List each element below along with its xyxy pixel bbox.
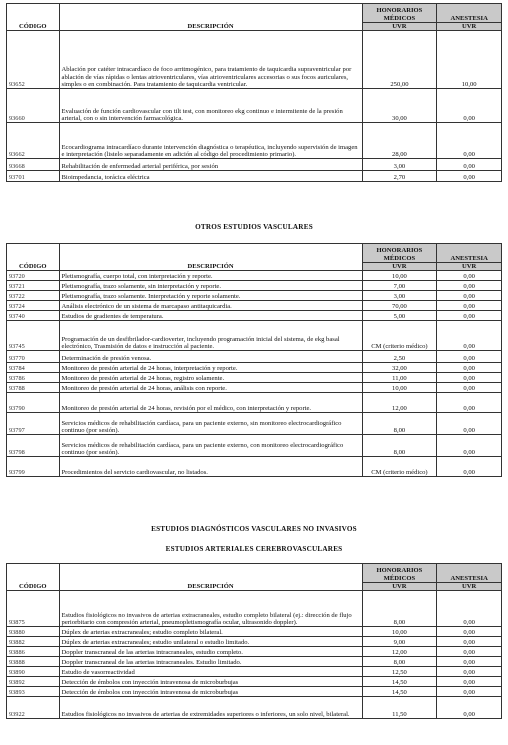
row-anestesia: 0,00 bbox=[437, 89, 502, 123]
table-row bbox=[7, 271, 502, 281]
section-title: OTROS ESTUDIOS VASCULARES bbox=[195, 223, 313, 231]
row-code: 93652 bbox=[7, 31, 60, 89]
row-honorarios: 12,50 bbox=[362, 667, 437, 677]
header-uvr: UVR bbox=[437, 263, 502, 271]
row-anestesia: 0,00 bbox=[437, 647, 502, 657]
row-code: 93893 bbox=[7, 687, 60, 697]
row-anestesia: 0,00 bbox=[437, 677, 502, 687]
row-description: Pletismografía, trazo solamente, sin interpretación y reporte. bbox=[59, 281, 362, 291]
row-code: 93892 bbox=[7, 677, 60, 687]
row-honorarios: 2,70 bbox=[362, 171, 437, 182]
row-honorarios: 3,00 bbox=[362, 159, 437, 171]
header-anestesia: ANESTESIA bbox=[437, 244, 502, 263]
row-honorarios: 14,50 bbox=[362, 687, 437, 697]
row-code: 93722 bbox=[7, 291, 60, 301]
table-row bbox=[7, 647, 502, 657]
row-description: Monitoreo de presión arterial de 24 horas, revisión por el médico, con interpretación y reporte. bbox=[59, 393, 362, 413]
row-anestesia: 0,00 bbox=[437, 123, 502, 159]
row-honorarios: 3,00 bbox=[362, 291, 437, 301]
header-uvr: UVR bbox=[362, 263, 437, 271]
table-row bbox=[7, 697, 502, 719]
row-honorarios: 7,00 bbox=[362, 281, 437, 291]
row-code: 93786 bbox=[7, 373, 60, 383]
row-anestesia: 10,00 bbox=[437, 31, 502, 89]
row-code: 93880 bbox=[7, 627, 60, 637]
row-anestesia: 0,00 bbox=[437, 435, 502, 457]
row-code: 93662 bbox=[7, 123, 60, 159]
row-description: Bioimpedancia, torácica eléctrica bbox=[59, 171, 362, 182]
table-row bbox=[7, 591, 502, 627]
row-description: Monitoreo de presión arterial de 24 horas, interpretación y reporte. bbox=[59, 363, 362, 373]
row-code: 93784 bbox=[7, 363, 60, 373]
row-honorarios: CM (criterio médico) bbox=[362, 321, 437, 351]
table-row bbox=[7, 677, 502, 687]
row-code: 93721 bbox=[7, 281, 60, 291]
header-honorarios: HONORARIOS MÉDICOS bbox=[362, 244, 437, 263]
row-description: Ablación por catéter intracardíaco de foco arritmogénico, para tratamiento de taquicardia supraventricular por ablación de vías rápidas o lentas atrioventriculares, vías atrioventriculares accesorias o sus focos auriculares, simples o en combinación. Para tratamiento de taquicardia ventricular. bbox=[59, 31, 362, 89]
header-description: DESCRIPCIÓN bbox=[59, 564, 362, 591]
row-honorarios: 8,00 bbox=[362, 413, 437, 435]
row-description: Monitoreo de presión arterial de 24 horas, registro solamente. bbox=[59, 373, 362, 383]
table-row bbox=[7, 31, 502, 89]
row-code: 93720 bbox=[7, 271, 60, 281]
header-honorarios: HONORARIOS MÉDICOS bbox=[362, 564, 437, 583]
fee-table-1 bbox=[6, 3, 502, 182]
row-code: 93788 bbox=[7, 383, 60, 393]
row-description: Rehabilitación de enfermedad arterial periférica, por sesión bbox=[59, 159, 362, 171]
row-honorarios: 5,00 bbox=[362, 311, 437, 321]
row-honorarios: 250,00 bbox=[362, 31, 437, 89]
row-code: 93724 bbox=[7, 301, 60, 311]
row-description: Doppler transcraneal de las arterias intracraneales, estudio completo. bbox=[59, 647, 362, 657]
table-row bbox=[7, 373, 502, 383]
row-honorarios: 10,00 bbox=[362, 383, 437, 393]
row-description: Detección de émbolos con inyección intravenosa de microburbujas bbox=[59, 687, 362, 697]
table-row bbox=[7, 291, 502, 301]
table-row bbox=[7, 351, 502, 363]
row-description: Estudios de gradientes de temperatura. bbox=[59, 311, 362, 321]
row-honorarios: 8,00 bbox=[362, 435, 437, 457]
row-anestesia: 0,00 bbox=[437, 171, 502, 182]
table-row bbox=[7, 383, 502, 393]
row-code: 93660 bbox=[7, 89, 60, 123]
header-code: CÓDIGO bbox=[7, 564, 60, 591]
row-anestesia: 0,00 bbox=[437, 687, 502, 697]
row-anestesia: 0,00 bbox=[437, 591, 502, 627]
table-row bbox=[7, 311, 502, 321]
row-description: Doppler transcraneal de las arterias intracraneales. Estudio limitado. bbox=[59, 657, 362, 667]
row-code: 93875 bbox=[7, 591, 60, 627]
row-honorarios: 32,00 bbox=[362, 363, 437, 373]
table-row bbox=[7, 281, 502, 291]
row-code: 93922 bbox=[7, 697, 60, 719]
row-description: Estudios fisiológicos no invasivos de arterias de extremidades superiores o inferiores, un solo nivel, bilateral. bbox=[59, 697, 362, 719]
row-code: 93668 bbox=[7, 159, 60, 171]
row-code: 93890 bbox=[7, 667, 60, 677]
row-anestesia: 0,00 bbox=[437, 667, 502, 677]
header-code: CÓDIGO bbox=[7, 244, 60, 271]
row-code: 93701 bbox=[7, 171, 60, 182]
row-anestesia: 0,00 bbox=[437, 627, 502, 637]
table-row bbox=[7, 637, 502, 647]
row-description: Pletismografía, cuerpo total, con interpretación y reporte. bbox=[59, 271, 362, 281]
row-anestesia: 0,00 bbox=[437, 301, 502, 311]
section-title: ESTUDIOS DIAGNÓSTICOS VASCULARES NO INVASIVOS bbox=[151, 525, 357, 533]
row-honorarios: 10,00 bbox=[362, 627, 437, 637]
table-row bbox=[7, 435, 502, 457]
fee-table-2 bbox=[6, 243, 502, 477]
row-anestesia: 0,00 bbox=[437, 291, 502, 301]
header-description: DESCRIPCIÓN bbox=[59, 4, 362, 31]
row-description: Estudio de vasorreactividad bbox=[59, 667, 362, 677]
row-anestesia: 0,00 bbox=[437, 413, 502, 435]
table-row bbox=[7, 413, 502, 435]
row-anestesia: 0,00 bbox=[437, 271, 502, 281]
header-uvr: UVR bbox=[437, 23, 502, 31]
row-honorarios: 2,50 bbox=[362, 351, 437, 363]
table-row bbox=[7, 627, 502, 637]
row-honorarios: 70,00 bbox=[362, 301, 437, 311]
row-code: 93790 bbox=[7, 393, 60, 413]
row-description: Dúplex de arterias extracraneales; estudio unilateral o estudio limitado. bbox=[59, 637, 362, 647]
row-description: Servicios médicos de rehabilitación cardíaca, para un paciente externo, sin monitoreo electrocardiográfico continuo (por sesión). bbox=[59, 413, 362, 435]
table-row bbox=[7, 321, 502, 351]
table-row bbox=[7, 657, 502, 667]
table-row bbox=[7, 363, 502, 373]
table-row bbox=[7, 159, 502, 171]
header-uvr: UVR bbox=[437, 583, 502, 591]
row-description: Pletismografía, trazo solamente. Interpretación y reporte solamente. bbox=[59, 291, 362, 301]
row-honorarios: CM (criterio médico) bbox=[362, 457, 437, 477]
row-honorarios: 14,50 bbox=[362, 677, 437, 687]
table-row bbox=[7, 457, 502, 477]
row-description: Programación de un desfibrilador-cardioverter, incluyendo programación inicial del sistema, de ekg basal electrónico, Trasmisión de datos e instrucción al paciente. bbox=[59, 321, 362, 351]
row-anestesia: 0,00 bbox=[437, 363, 502, 373]
row-description: Determinación de presión venosa. bbox=[59, 351, 362, 363]
row-description: Análisis electrónico de un sistema de marcapaso antitaquicardia. bbox=[59, 301, 362, 311]
row-anestesia: 0,00 bbox=[437, 637, 502, 647]
header-anestesia: ANESTESIA bbox=[437, 4, 502, 23]
table-row bbox=[7, 89, 502, 123]
header-anestesia: ANESTESIA bbox=[437, 564, 502, 583]
table-row bbox=[7, 667, 502, 677]
row-honorarios: 11,00 bbox=[362, 373, 437, 383]
header-uvr: UVR bbox=[362, 23, 437, 31]
row-anestesia: 0,00 bbox=[437, 657, 502, 667]
row-code: 93770 bbox=[7, 351, 60, 363]
row-anestesia: 0,00 bbox=[437, 351, 502, 363]
header-uvr: UVR bbox=[362, 583, 437, 591]
header-description: DESCRIPCIÓN bbox=[59, 244, 362, 271]
section-title: ESTUDIOS ARTERIALES CEREBROVASCULARES bbox=[165, 545, 343, 553]
row-code: 93798 bbox=[7, 435, 60, 457]
row-anestesia: 0,00 bbox=[437, 383, 502, 393]
row-anestesia: 0,00 bbox=[437, 321, 502, 351]
row-anestesia: 0,00 bbox=[437, 159, 502, 171]
table-row bbox=[7, 171, 502, 182]
header-code: CÓDIGO bbox=[7, 4, 60, 31]
row-honorarios: 8,00 bbox=[362, 657, 437, 667]
row-code: 93888 bbox=[7, 657, 60, 667]
row-honorarios: 9,00 bbox=[362, 637, 437, 647]
row-anestesia: 0,00 bbox=[437, 373, 502, 383]
row-description: Servicios médicos de rehabilitación cardíaca, para un paciente externo, con monitoreo electrocardiográfico continuo (por sesión). bbox=[59, 435, 362, 457]
row-description: Ecocardiograma intracardíaco durante intervención diagnóstica o terapéutica, incluyendo supervisión de imagen e interpretación (listelo separadamente en adición al código del procedimiento primario). bbox=[59, 123, 362, 159]
row-code: 93740 bbox=[7, 311, 60, 321]
row-honorarios: 12,00 bbox=[362, 393, 437, 413]
row-code: 93797 bbox=[7, 413, 60, 435]
row-honorarios: 28,00 bbox=[362, 123, 437, 159]
row-description: Monitoreo de presión arterial de 24 horas, análisis con reporte. bbox=[59, 383, 362, 393]
row-honorarios: 10,00 bbox=[362, 271, 437, 281]
row-description: Procedimientos del servicio cardiovascular, no listados. bbox=[59, 457, 362, 477]
table-row bbox=[7, 123, 502, 159]
row-honorarios: 8,00 bbox=[362, 591, 437, 627]
row-code: 93882 bbox=[7, 637, 60, 647]
row-anestesia: 0,00 bbox=[437, 697, 502, 719]
row-honorarios: 30,00 bbox=[362, 89, 437, 123]
table-row bbox=[7, 393, 502, 413]
row-code: 93886 bbox=[7, 647, 60, 657]
row-honorarios: 12,00 bbox=[362, 647, 437, 657]
row-description: Dúplex de arterias extracraneales; estudio completo bilateral. bbox=[59, 627, 362, 637]
row-anestesia: 0,00 bbox=[437, 311, 502, 321]
header-honorarios: HONORARIOS MÉDICOS bbox=[362, 4, 437, 23]
row-description: Evaluación de función cardiovascular con tilt test, con monitoreo ekg continuo e intermitente de la presión arterial, con o sin intervención farmacológica. bbox=[59, 89, 362, 123]
row-description: Detección de émbolos con inyección intravenosa de microburbujas bbox=[59, 677, 362, 687]
table-row bbox=[7, 301, 502, 311]
row-description: Estudios fisiológicos no invasivos de arterias extracraneales, estudio completo bilateral (ej.: dirección de flujo periorbitario con compresión arterial, pneumopletismografía ocular, ultrasonido doppler). bbox=[59, 591, 362, 627]
row-code: 93745 bbox=[7, 321, 60, 351]
row-anestesia: 0,00 bbox=[437, 393, 502, 413]
row-honorarios: 11,50 bbox=[362, 697, 437, 719]
table-row bbox=[7, 687, 502, 697]
fee-table-3 bbox=[6, 563, 502, 719]
row-anestesia: 0,00 bbox=[437, 457, 502, 477]
row-code: 93799 bbox=[7, 457, 60, 477]
row-anestesia: 0,00 bbox=[437, 281, 502, 291]
